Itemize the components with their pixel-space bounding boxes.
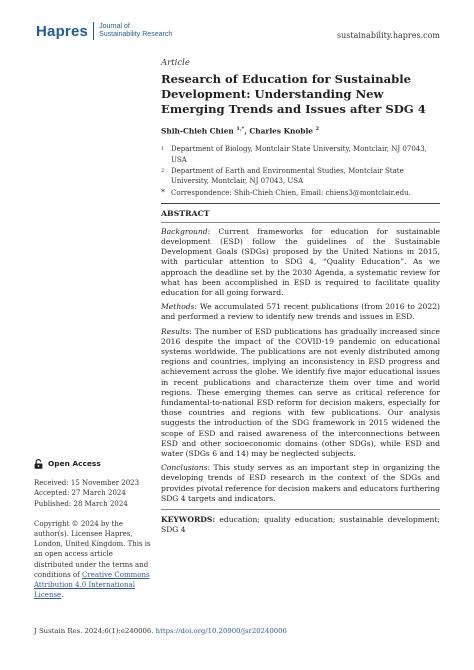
author-list <box>161 126 440 135</box>
divider <box>161 222 440 223</box>
section-label: Results <box>161 326 190 336</box>
section-label: Background <box>161 226 208 236</box>
publication-dates <box>34 478 152 509</box>
page-footer <box>34 627 287 635</box>
keywords-label: KEYWORDS: <box>161 514 216 524</box>
affiliation-mark: 2 <box>161 168 165 175</box>
author-name: Charles Knoble <box>249 126 313 136</box>
article-info-sidebar <box>34 459 152 600</box>
logo-journal-name <box>99 23 172 39</box>
author-superscript: 2 <box>315 126 320 132</box>
section-label: Methods <box>161 302 195 312</box>
copyright-end: . <box>61 591 64 600</box>
author-separator: , <box>244 126 250 136</box>
section-text: : We accumulated 571 recent publications (from 2016 to 2022) and performed a review to identify new trends and issues in ESD. <box>161 302 440 322</box>
divider <box>161 509 440 510</box>
published-date: Published: 28 March 2024 <box>34 499 128 508</box>
correspondence-text[interactable]: Correspondence: Shih-Chieh Chien, Email: chiens3@montclair.edu. <box>171 188 411 197</box>
abstract-background <box>161 227 440 298</box>
author-name: Shih-Chieh Chien <box>161 126 234 136</box>
affiliations <box>161 144 440 197</box>
journal-line-1: Journal of <box>99 23 130 30</box>
article-main <box>161 56 440 535</box>
affiliation-item <box>161 166 440 187</box>
article-title: Research of Education for Sustainable Development: Understanding New Emerging Trends and Issues after SDG 4 <box>161 72 426 116</box>
open-access-label: Open Access <box>48 459 101 468</box>
affiliation-mark: 1 <box>161 146 165 153</box>
copyright-text: Copyright © 2024 by the author(s). Licensee Hapres, London, United Kingdom. This is an open access article distributed under the terms and conditions of <box>34 519 151 579</box>
open-lock-icon <box>34 459 43 469</box>
page-header <box>0 0 474 46</box>
section-label: Conclusions <box>161 463 208 473</box>
journal-line-2: Sustainability Research <box>99 31 173 38</box>
abstract-results <box>161 327 440 460</box>
author-superscript: 1,* <box>236 126 245 132</box>
logo-divider <box>93 22 94 40</box>
accepted-date: Accepted: 27 March 2024 <box>34 489 126 498</box>
section-text: : This study serves as an important step in organizing the developing trends of ESD research in the context of the SDGs and provides pivotal reference for decision makers and educators furthering SDG 4 targets and indicators. <box>161 463 440 503</box>
affiliation-item <box>161 144 440 165</box>
abstract-conclusions <box>161 463 440 504</box>
affiliation-text: Department of Earth and Environmental Studies, Montclair State University, Montclair, NJ 07043, USA <box>171 167 404 186</box>
received-date: Received: 15 November 2023 <box>34 479 140 488</box>
section-text: : Current frameworks for education for sustainable development (ESD) follow the guidelines of the Sustainable Development Goals (SDGs) proposed by the United Nations in 2015, with particular attention to SDG 4, “Quality Education”. As we approach the deadline set by the 2030 Agenda, a systematic review for what has been accomplished in ESD is required to facilitate quality education for all going forward. <box>161 226 440 297</box>
affiliation-text: Department of Biology, Montclair State University, Montclair, NJ 07043, USA <box>171 145 427 164</box>
doi-link[interactable]: https://doi.org/10.20900/jsr20240006 <box>155 627 287 635</box>
affiliation-item <box>161 188 440 198</box>
divider <box>161 203 440 204</box>
copyright-notice <box>34 519 152 601</box>
site-url-link[interactable]: sustainability.hapres.com <box>337 31 440 40</box>
keywords <box>161 515 440 535</box>
citation-text: J Sustain Res. 2024;6(1):e240006. <box>34 627 156 635</box>
open-access-badge <box>34 459 152 469</box>
section-text: : The number of ESD publications has gradually increased since 2016 despite the impact of the COVID-19 pandemic on educational systems worldwide. The publications are not evenly distributed among regions and countries, implying an inconsistency in ESD progress and achievement across the globe. We identify five major educational issues in recent publications and characterize them over time and world regions. These emerging themes can serve as critical reference for fundamental-to-national ESD reform for decision makers, especially for those countries and regions with few publications. Our analysis suggests the introduction of the SDG framework in 2015 widened the scope of ESD and raised awareness of the interconnections between ESD and other socioeconomic domains (other SDGs), while ESD and water (SDGs 6 and 14) may be neglected subjects. <box>161 326 440 459</box>
abstract-methods <box>161 302 440 322</box>
logo-wordmark: Hapres <box>36 22 89 40</box>
keywords-text: education; quality education; sustainable development; SDG 4 <box>161 514 440 535</box>
article-type: Article <box>161 58 190 68</box>
license-link[interactable]: Creative Commons Attribution 4.0 International License <box>34 570 150 600</box>
journal-logo[interactable] <box>36 22 172 40</box>
abstract-heading: ABSTRACT <box>161 208 210 218</box>
affiliation-mark: * <box>161 187 165 197</box>
